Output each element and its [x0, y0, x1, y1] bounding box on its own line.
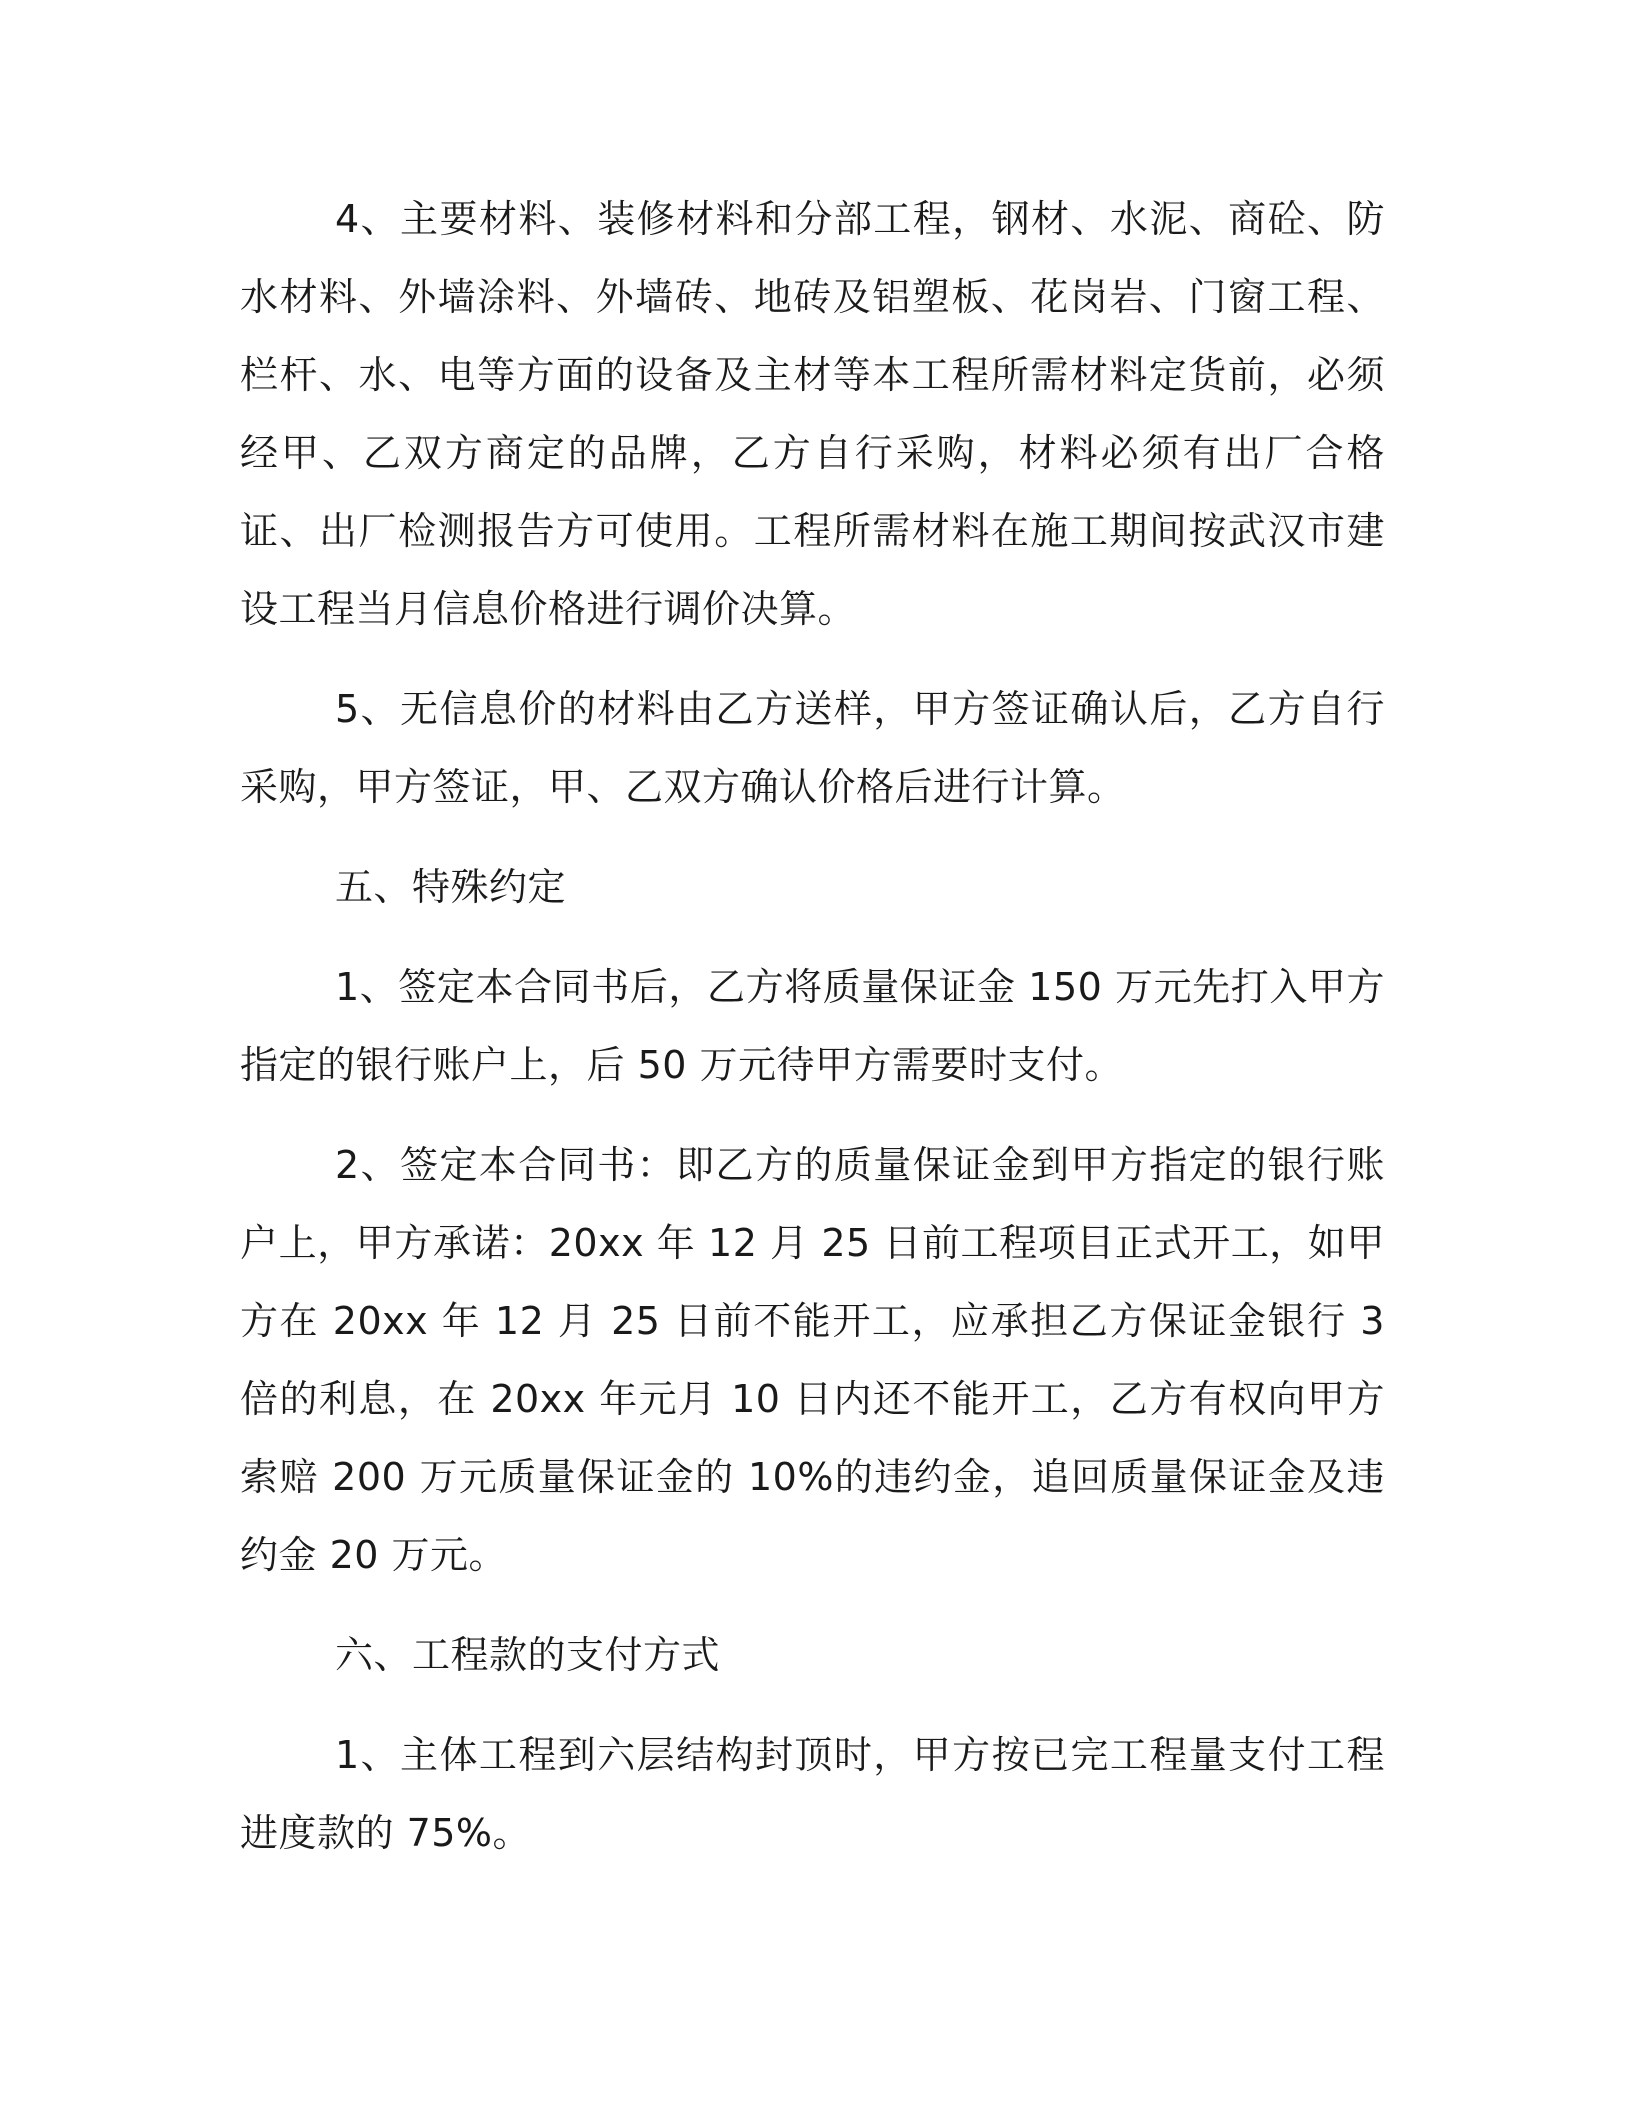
section-heading-payment-method: 六、工程款的支付方式 — [335, 1633, 721, 1677]
paragraph-quality-deposit: 1、签定本合同书后，乙方将质量保证金 150 万元先打入甲方指定的银行账户上，后 50 万元待甲方需要时支付。 — [240, 965, 1385, 1087]
document-body — [240, 180, 1385, 1894]
paragraph-materials-procurement: 4、主要材料、装修材料和分部工程，钢材、水泥、商砼、防水材料、外墙涂料、外墙砖、地砖及铝塑板、花岗岩、门窗工程、栏杆、水、电等方面的设备及主材等本工程所需材料定货前，必须经甲、乙双方商定的品牌，乙方自行采购，材料必须有出厂合格证、出厂检测报告方可使用。工程所需材料在施工期间按武汉市建设工程当月信息价格进行调价决算。 — [240, 197, 1385, 631]
section-heading-special-terms: 五、特殊约定 — [335, 865, 567, 909]
paragraph-start-commitment: 2、签定本合同书：即乙方的质量保证金到甲方指定的银行账户上，甲方承诺：20xx 年 12 月 25 日前工程项目正式开工，如甲方在 20xx 年 12 月 25 日前不能开工，应承担乙方保证金银行 3 倍的利息，在 20xx 年元月 10 日内还不能开工，乙方有权向甲方索赔 200 万元质量保证金的 10%的违约金，追回质量保证金及违约金 20 万元。 — [240, 1143, 1385, 1577]
paragraph-progress-payment: 1、主体工程到六层结构封顶时，甲方按已完工程量支付工程进度款的 75%。 — [240, 1733, 1385, 1855]
paragraph-unpriced-materials: 5、无信息价的材料由乙方送样，甲方签证确认后，乙方自行采购，甲方签证，甲、乙双方确认价格后进行计算。 — [240, 687, 1385, 809]
